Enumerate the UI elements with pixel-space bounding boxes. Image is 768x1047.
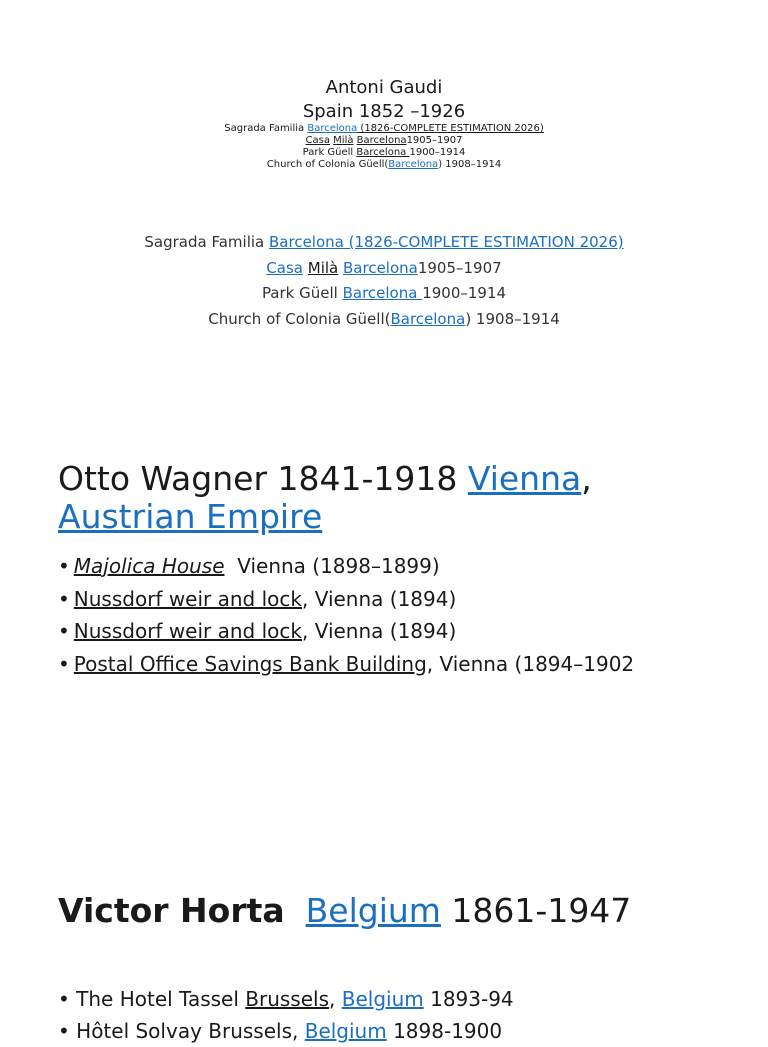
- postal-savings-bank-link[interactable]: Postal Office Savings Bank Building: [73, 651, 427, 676]
- small-work-colonia-guell: Church of Colonia Güell(Barcelona) 1908–1914: [266, 159, 502, 170]
- brussels-link[interactable]: Brussels: [245, 987, 330, 1011]
- nussdorf-link[interactable]: Nussdorf weir and lock: [73, 586, 302, 611]
- work-sagrada: Sagrada Familia Barcelona (1826-COMPLETE ESTIMATION 2026): [144, 233, 624, 251]
- small-work-park-guell: Park Güell Barcelona 1900–1914: [302, 147, 466, 158]
- wagner-works-list: [58, 550, 634, 680]
- barcelona-link[interactable]: Barcelona: [390, 309, 466, 328]
- gaudi-subtitle: Spain 1852 –1926: [302, 101, 466, 122]
- nussdorf-link[interactable]: Nussdorf weir and lock: [73, 619, 302, 643]
- horta-heading: Victor Horta Belgium 1861-1947: [58, 891, 632, 930]
- belgium-link[interactable]: Belgium: [341, 987, 424, 1011]
- list-item: • The Hotel Tassel Brussels, Belgium 1893-94: [58, 987, 514, 1011]
- small-work-casa-mila: Casa Milà Barcelona1905–1907: [305, 135, 463, 146]
- list-item: • Hôtel Solvay Brussels, Belgium 1898-1900: [58, 1019, 503, 1043]
- belgium-link[interactable]: Belgium: [305, 891, 441, 930]
- work-colonia-guell: Church of Colonia Güell(Barcelona) 1908–1914: [208, 309, 560, 328]
- barcelona-link[interactable]: Barcelona: [307, 123, 358, 134]
- wagner-heading: Otto Wagner 1841-1918 Vienna, Austrian Empire: [58, 459, 592, 536]
- belgium-link[interactable]: Belgium: [304, 1019, 387, 1043]
- vienna-link[interactable]: Vienna: [467, 459, 582, 498]
- list-item: • Majolica House Vienna (1898–1899): [58, 554, 440, 578]
- barcelona-link[interactable]: Barcelona: [388, 159, 439, 170]
- work-casa-mila: Casa Milà Barcelona1905–1907: [266, 258, 502, 277]
- list-item: • Postal Office Savings Bank Building, Vienna (1894–1902: [58, 651, 635, 676]
- work-park-guell: Park Güell Barcelona 1900–1914: [261, 284, 507, 302]
- small-work-sagrada: Sagrada Familia Barcelona (1826-COMPLETE ESTIMATION 2026): [224, 123, 544, 134]
- list-item: • Nussdorf weir and lock, Vienna (1894): [58, 619, 457, 643]
- gaudi-works: [0, 230, 768, 332]
- barcelona-link[interactable]: Barcelona: [269, 233, 344, 251]
- austrian-empire-link[interactable]: Austrian Empire: [58, 497, 323, 536]
- list-item: • Nussdorf weir and lock, Vienna (1894): [58, 586, 457, 611]
- majolica-house-link[interactable]: Majolica House: [73, 554, 225, 578]
- gaudi-works-small: [0, 123, 768, 171]
- gaudi-name: Antoni Gaudi: [325, 77, 443, 98]
- horta-works-list: [58, 983, 514, 1047]
